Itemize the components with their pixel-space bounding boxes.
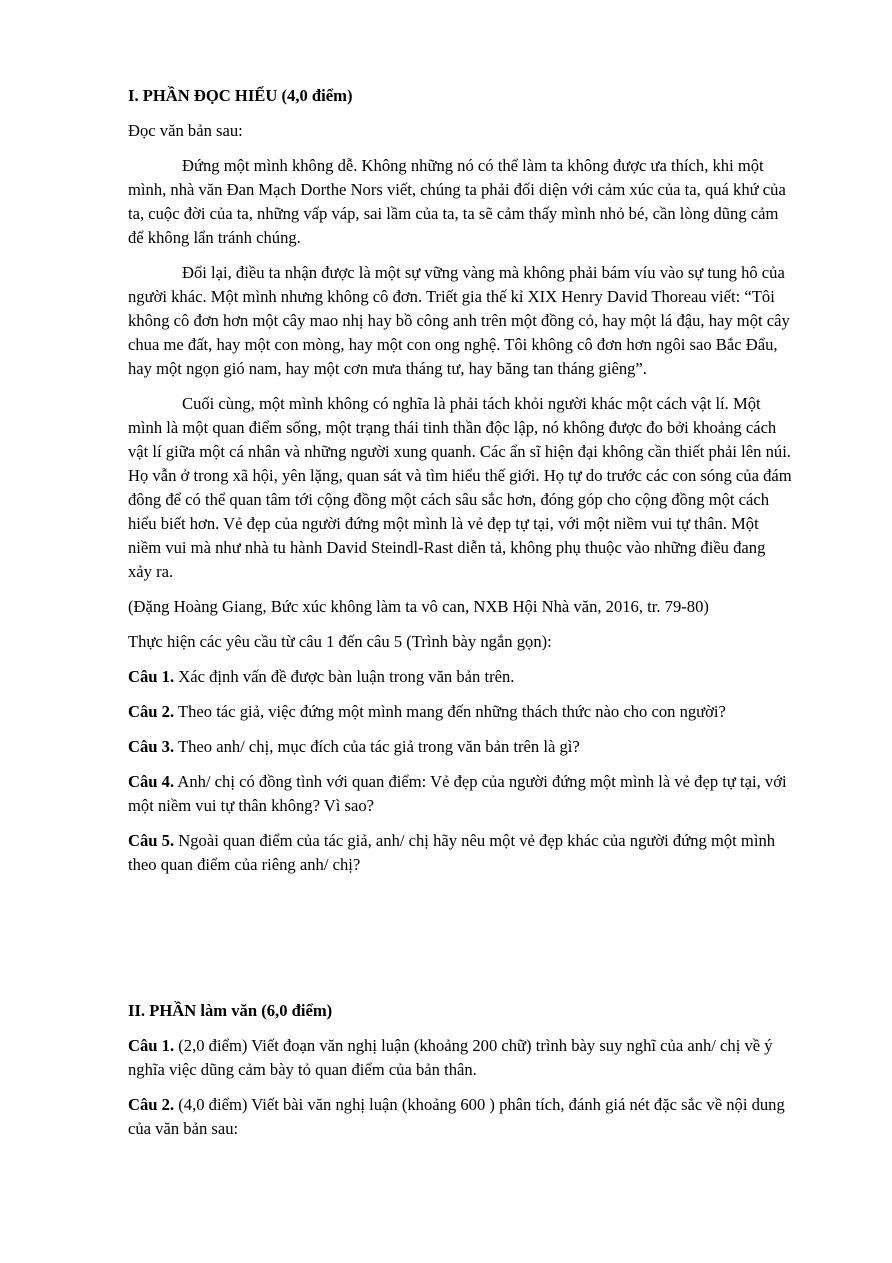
question-text: Theo tác giả, việc đứng một mình mang đến những thách thức nào cho con người? [174, 702, 726, 721]
question-text: Anh/ chị có đồng tình với quan điểm: Vẻ đẹp của người đứng một mình là vẻ đẹp tự tại, với một niềm vui tự thân không? Vì sao? [128, 772, 787, 815]
questions-instruction: Thực hiện các yêu cầu từ câu 1 đến câu 5 (Trình bày ngắn gọn): [128, 632, 552, 651]
reading-question-4 [128, 770, 792, 818]
question-label: Câu 1. [128, 667, 175, 686]
exam-document [128, 84, 792, 1152]
reading-question-5 [128, 829, 792, 877]
question-label: Câu 4. [128, 772, 175, 791]
reading-intro: Đọc văn bản sau: [128, 121, 243, 140]
question-label: Câu 3. [128, 737, 175, 756]
passage-paragraph-2: Đổi lại, điều ta nhận được là một sự vững vàng mà không phải bám víu vào sự tung hô của người khác. Một mình nhưng không cô đơn. Triết gia thế kỉ XIX Henry David Thoreau viết: “Tôi không cô đơn hơn một cây mao nhị hay bồ công anh trên một đồng cỏ, hay một lá đậu, hay một cây chua me đất, hay một con mòng, hay một con ong nghệ. Tôi không cô đơn hơn ngôi sao Bắc Đẩu, hay một ngọn gió nam, hay một cơn mưa tháng tư, hay băng tan tháng giêng”. [128, 263, 790, 378]
passage-paragraph-3: Cuối cùng, một mình không có nghĩa là phải tách khỏi người khác một cách vật lí. Một mình là một quan điểm sống, một trạng thái tinh thần độc lập, nó không được đo bởi khoảng cách vật lí giữa một cá nhân và những người xung quanh. Các ẩn sĩ hiện đại không cần thiết phải lên núi. Họ vẫn ở trong xã hội, yên lặng, quan sát và tìm hiểu thế giới. Họ tự do trước các con sóng của đám đông để có thể quan tâm tới cộng đồng một cách sâu sắc hơn, đóng góp cho cộng đồng một cách hiểu biết hơn. Vẻ đẹp của người đứng một mình là vẻ đẹp tự tại, với một niềm vui tự thân. Một niềm vui mà như nhà tu hành David Steindl-Rast diễn tả, không phụ thuộc vào những điều đang xảy ra. [128, 394, 792, 581]
writing-question-2 [128, 1093, 792, 1141]
writing-question-1 [128, 1034, 792, 1082]
reading-question-3 [128, 735, 792, 759]
section-reading-title: I. PHẦN ĐỌC HIỂU (4,0 điểm) [128, 86, 353, 105]
question-text: Theo anh/ chị, mục đích của tác giả trong văn bản trên là gì? [174, 737, 580, 756]
question-text: (4,0 điểm) Viết bài văn nghị luận (khoảng 600 ) phân tích, đánh giá nét đặc sắc về nội dung của văn bản sau: [128, 1095, 785, 1138]
section-writing-title: II. PHẦN làm văn (6,0 điểm) [128, 1001, 333, 1020]
reading-question-2 [128, 700, 792, 724]
question-label: Câu 2. [128, 702, 175, 721]
section-gap [128, 888, 792, 999]
passage-paragraph-1: Đứng một mình không dễ. Không những nó có thể làm ta không được ưa thích, khi một mình, nhà văn Đan Mạch Dorthe Nors viết, chúng ta phải đối diện với cảm xúc của ta, quá khứ của ta, cuộc đời của ta, những vấp váp, sai lầm của ta, ta sẽ cảm thấy mình nhỏ bé, cần lòng dũng cảm để không lẩn tránh chúng. [128, 156, 786, 247]
question-label: Câu 2. [128, 1095, 175, 1114]
passage-source: (Đặng Hoàng Giang, Bức xúc không làm ta vô can, NXB Hội Nhà văn, 2016, tr. 79-80) [128, 597, 709, 616]
question-label: Câu 5. [128, 831, 175, 850]
question-text: (2,0 điểm) Viết đoạn văn nghị luận (khoảng 200 chữ) trình bày suy nghĩ của anh/ chị về ý nghĩa việc dũng cảm bày tỏ quan điểm của bản thân. [128, 1036, 773, 1079]
reading-question-1 [128, 665, 792, 689]
question-text: Xác định vấn đề được bàn luận trong văn bản trên. [174, 667, 515, 686]
question-text: Ngoài quan điểm của tác giả, anh/ chị hãy nêu một vẻ đẹp khác của người đứng một mình theo quan điểm của riêng anh/ chị? [128, 831, 776, 874]
question-label: Câu 1. [128, 1036, 175, 1055]
